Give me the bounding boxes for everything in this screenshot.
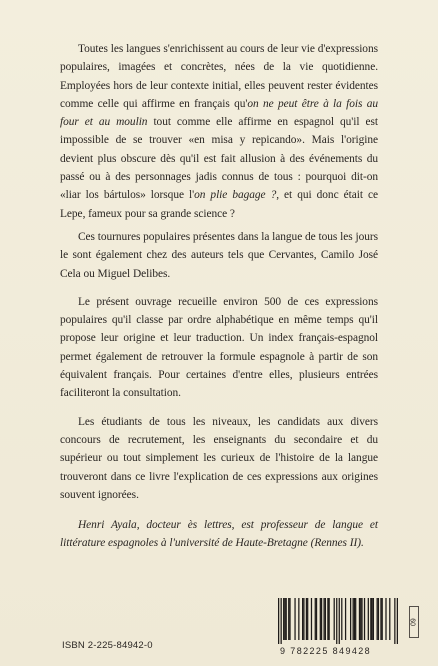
barcode-bar bbox=[361, 598, 362, 640]
barcode-bar bbox=[345, 598, 346, 640]
barcode-bar bbox=[336, 598, 337, 644]
barcode-bar bbox=[284, 598, 285, 640]
barcode-bar bbox=[382, 598, 383, 640]
barcode-bar bbox=[397, 598, 398, 644]
paragraph-intro bbox=[60, 40, 378, 223]
barcode-bar bbox=[355, 598, 356, 640]
barcode-bar bbox=[288, 598, 289, 640]
paragraph-audience: Les étudiants de tous les niveaux, les candidats aux divers concours de recrutement, les enseignants du secondaire et du supérieur ou tout simplement les curieux de l'histoire de la langue trouveront dans ce livre l'explication de ces expressions aux origines souvent ignorées. bbox=[60, 415, 378, 501]
barcode-bar bbox=[278, 598, 279, 644]
intro-text-1: Toutes les langues s'enrichissent au cours de leur vie d'expressions populaires, imagées et concrètes, nées de la vie quotidienne. Employées hors de leur contexte initial, elles peuvent rester évidentes comme celle qui affirme en français qu' bbox=[60, 43, 378, 110]
barcode-bar bbox=[329, 598, 330, 640]
blurb-text bbox=[60, 40, 378, 563]
intro-italic-phrase-2: on plie bagage ? bbox=[194, 189, 277, 202]
barcode-bar bbox=[286, 598, 287, 640]
barcode-bar bbox=[371, 598, 372, 640]
intro-text-3: , et qui donc était ce Lepe, fameux pour sa grande science ? bbox=[60, 189, 378, 220]
paragraph-contents: Le présent ouvrage recueille environ 500 de ces expressions populaires qu'il classe par ordre alphabétique en même temps qu'il propose leur origine et leur traduction. Un index français-espagnol permet également de retrouver la formule espagnole à partir de son équivalent français. Pour certaines d'entre elles, plusieurs entrées faciliteront la consultation. bbox=[60, 295, 378, 400]
barcode-bar bbox=[360, 598, 361, 640]
barcode-bar bbox=[339, 598, 340, 644]
intro-text-2: tout comme elle affirme en espagnol qu'il est impossible de se trouver «en misa y repicando». Mais l'origine devient plus obscure dès qu'il est fait allusion à des événements du passé ou à des personnages jadis connus de tous : pourquoi dit-on «liar los bártulos» lorsque l' bbox=[60, 116, 379, 202]
barcode-area bbox=[0, 598, 438, 666]
barcode-bar bbox=[283, 598, 284, 640]
barcode-bar bbox=[321, 598, 322, 640]
barcode-bar bbox=[281, 598, 282, 644]
barcode-bar bbox=[298, 598, 299, 640]
barcode-bar bbox=[378, 598, 379, 640]
barcode-bar bbox=[327, 598, 328, 640]
barcode-bar bbox=[316, 598, 317, 640]
barcode-bar bbox=[373, 598, 374, 640]
barcode-bar bbox=[359, 598, 360, 640]
barcode-bar bbox=[389, 598, 390, 640]
barcode-digits: 9 782225 849428 bbox=[280, 646, 372, 656]
barcode-bar bbox=[380, 598, 381, 640]
barcode-bar bbox=[364, 598, 365, 640]
barcode-bar bbox=[303, 598, 304, 640]
paragraph-authors: Ces tournures populaires présentes dans la langue de tous les jours le sont également chez des auteurs tels que Cervantes, Camilo José Cela ou Miguel Delibes. bbox=[60, 230, 378, 280]
barcode-bar bbox=[353, 598, 354, 640]
barcode-bar bbox=[385, 598, 386, 640]
price-code: 09 bbox=[409, 606, 419, 638]
barcode-bar bbox=[306, 598, 307, 640]
barcode-bar bbox=[341, 598, 342, 640]
barcode-bar bbox=[354, 598, 355, 640]
barcode bbox=[278, 598, 398, 644]
barcode-bar bbox=[323, 598, 324, 640]
isbn-label: ISBN 2-225-84942-0 bbox=[62, 640, 153, 651]
barcode-bar bbox=[370, 598, 371, 640]
barcode-bar bbox=[294, 598, 295, 640]
barcode-bar bbox=[289, 598, 290, 640]
barcode-bar bbox=[350, 598, 351, 640]
barcode-bar bbox=[334, 598, 335, 640]
barcode-bar bbox=[394, 598, 395, 644]
barcode-bar bbox=[320, 598, 321, 640]
barcode-bar bbox=[315, 598, 316, 640]
barcode-bar bbox=[377, 598, 378, 640]
barcode-bar bbox=[307, 598, 308, 640]
barcode-bar bbox=[311, 598, 312, 640]
intro-italic-phrase-1: on ne peut être à la fois au four et au moulin bbox=[60, 97, 379, 129]
barcode-bar bbox=[302, 598, 303, 640]
barcode-bar bbox=[325, 598, 326, 640]
barcode-bar bbox=[368, 598, 369, 640]
author-bio: Henri Ayala, docteur ès lettres, est professeur de langue et littérature espagnoles à l'université de Haute-Bretagne (Rennes II). bbox=[60, 519, 378, 550]
